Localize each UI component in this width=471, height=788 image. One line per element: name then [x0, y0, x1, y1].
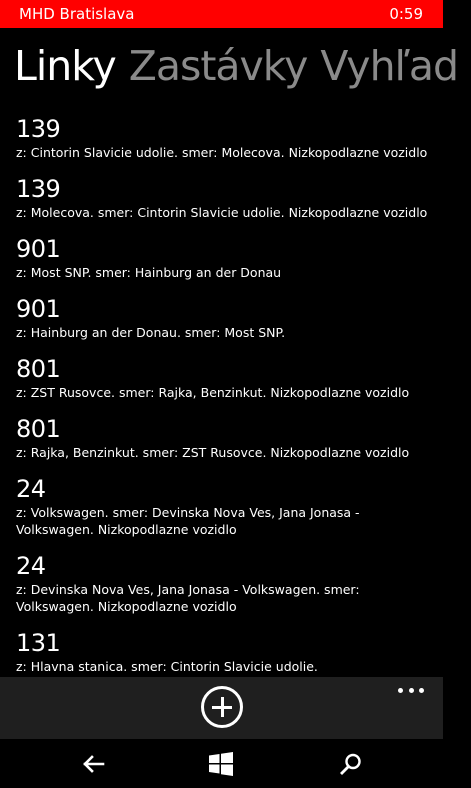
- back-arrow-icon[interactable]: [81, 751, 107, 777]
- line-number: 24: [16, 475, 46, 503]
- list-item[interactable]: [16, 551, 436, 615]
- line-route: z: Most SNP. smer: Hainburg an der Donau: [16, 265, 282, 280]
- app-title: MHD Bratislava: [19, 5, 135, 23]
- more-ellipsis-icon[interactable]: [398, 686, 424, 694]
- line-route: z: Volkswagen. smer: Devinska Nova Ves, Jana Jonasa - Volkswagen. Nizkopodlazne vozidlo: [16, 505, 360, 537]
- search-icon[interactable]: [338, 751, 364, 777]
- line-route: z: ZST Rusovce. smer: Rajka, Benzinkut. Nizkopodlazne vozidlo: [16, 385, 410, 400]
- line-route: z: Devinska Nova Ves, Jana Jonasa - Volkswagen. smer: Volkswagen. Nizkopodlazne vozidlo: [16, 582, 360, 614]
- line-route: z: Molecova. smer: Cintorin Slavicie udolie. Nizkopodlazne vozidlo: [16, 205, 428, 220]
- add-circle-icon[interactable]: [201, 686, 243, 728]
- list-item[interactable]: [16, 474, 436, 538]
- line-number: 131: [16, 629, 61, 657]
- line-route: z: Cintorin Slavicie udolie. smer: Molecova. Nizkopodlazne vozidlo: [16, 145, 428, 160]
- list-item[interactable]: [16, 294, 436, 341]
- list-item[interactable]: [16, 414, 436, 461]
- list-item[interactable]: [16, 354, 436, 401]
- line-route: z: Hainburg an der Donau. smer: Most SNP.: [16, 325, 286, 340]
- list-item[interactable]: [16, 114, 436, 161]
- list-item[interactable]: [16, 234, 436, 281]
- line-route: z: Hlavna stanica. smer: Cintorin Slavicie udolie.: [16, 659, 318, 674]
- list-item[interactable]: [16, 174, 436, 221]
- windows-logo-icon[interactable]: [208, 751, 234, 777]
- line-number: 801: [16, 355, 61, 383]
- status-bar: [0, 0, 443, 28]
- line-route: z: Rajka, Benzinkut. smer: ZST Rusovce. Nizkopodlazne vozidlo: [16, 445, 410, 460]
- pivot-header: [14, 38, 471, 94]
- app-bar: [0, 677, 443, 739]
- line-number: 901: [16, 235, 61, 263]
- tab-zastavky[interactable]: Zastávky: [128, 42, 308, 90]
- line-number: 901: [16, 295, 61, 323]
- line-number: 24: [16, 552, 46, 580]
- line-number: 801: [16, 415, 61, 443]
- lines-list[interactable]: [16, 114, 436, 677]
- line-number: 139: [16, 115, 61, 143]
- nav-bar: [0, 739, 443, 788]
- tab-vyhladat[interactable]: Vyhľad: [320, 42, 459, 90]
- line-number: 139: [16, 175, 61, 203]
- status-time: 0:59: [389, 5, 423, 23]
- tab-linky[interactable]: Linky: [14, 42, 116, 90]
- list-item[interactable]: [16, 628, 436, 675]
